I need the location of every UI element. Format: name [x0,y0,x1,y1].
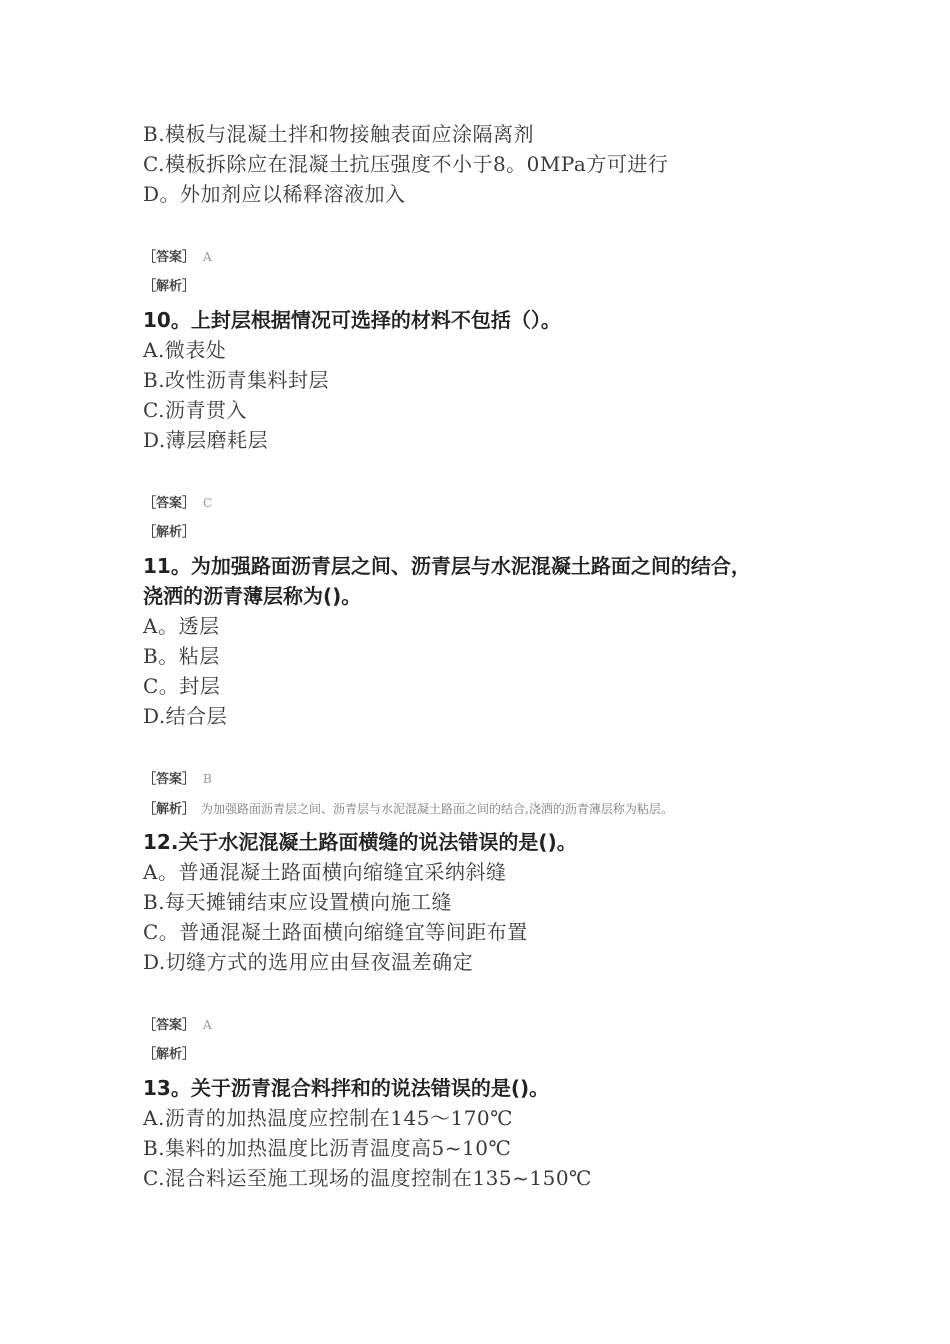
question-10-option-d: D.薄层磨耗层 [143,428,269,452]
question-12-analysis [143,1040,863,1070]
question-9-answer [143,242,863,272]
question-10-analysis [143,518,863,548]
analysis-label: ［解析］ [143,279,196,294]
question-12-title: 12.关于水泥混凝土路面横缝的说法错误的是()。 [143,830,577,854]
analysis-label: ［解析］ [143,1047,196,1062]
question-13-title: 13。关于沥青混合料拌和的说法错误的是()。 [143,1076,550,1100]
question-11-option-d: D.结合层 [143,704,228,728]
question-10-title: 10。上封层根据情况可选择的材料不包括（）。 [143,308,561,332]
question-12-option-d: D.切缝方式的选用应由昼夜温差确定 [143,950,474,974]
question-11 [143,551,863,824]
question-10-option-c: C.沥青贯入 [143,398,247,422]
question-9-option-d: D。外加剂应以稀释溶液加入 [143,182,406,206]
question-9-option-c: C.模板拆除应在混凝土抗压强度不小于8。0MPa方可进行 [143,152,669,176]
answer-value: A [203,250,212,264]
question-11-title-line-2: 浇洒的沥青薄层称为()。 [143,584,362,608]
question-10-option-a: A.微表处 [143,338,227,362]
question-10 [143,305,863,548]
answer-label: ［答案］ [143,772,196,787]
question-11-title-line-1: 11。为加强路面沥青层之间、沥青层与水泥混凝土路面之间的结合， [143,554,751,578]
question-9-analysis [143,272,863,302]
analysis-label: ［解析］ [143,802,196,817]
question-13 [143,1073,863,1193]
question-12-answer [143,1010,863,1040]
analysis-label: ［解析］ [143,525,196,540]
answer-value: C [203,496,213,510]
answer-label: ［答案］ [143,250,196,265]
answer-label: ［答案］ [143,496,196,511]
analysis-text: 为加强路面沥青层之间、沥青层与水泥混凝土路面之间的结合,浇洒的沥青薄层称为粘层。 [201,802,673,816]
question-13-option-a: A.沥青的加热温度应控制在145～170℃ [143,1106,514,1130]
question-10-option-b: B.改性沥青集料封层 [143,368,330,392]
question-10-answer [143,488,863,518]
question-12 [143,827,863,1070]
question-11-option-b: B。粘层 [143,644,220,668]
exam-page [143,119,863,1193]
question-9 [143,119,863,302]
question-13-option-b: B.集料的加热温度比沥青温度高5~10℃ [143,1136,512,1160]
question-12-option-c: C。普通混凝土路面横向缩缝宜等间距布置 [143,920,528,944]
answer-value: A [203,1018,212,1032]
question-9-option-b: B.模板与混凝土拌和物接触表面应涂隔离剂 [143,122,535,146]
question-11-option-a: A。透层 [143,614,220,638]
question-11-analysis [143,794,863,824]
answer-value: B [203,772,212,786]
question-11-answer [143,764,863,794]
question-12-option-b: B.每天摊铺结束应设置横向施工缝 [143,890,453,914]
answer-label: ［答案］ [143,1018,196,1033]
question-13-option-c: C.混合料运至施工现场的温度控制在135~150℃ [143,1166,592,1190]
question-12-option-a: A。普通混凝土路面横向缩缝宜采纳斜缝 [143,860,507,884]
question-11-option-c: C。封层 [143,674,221,698]
